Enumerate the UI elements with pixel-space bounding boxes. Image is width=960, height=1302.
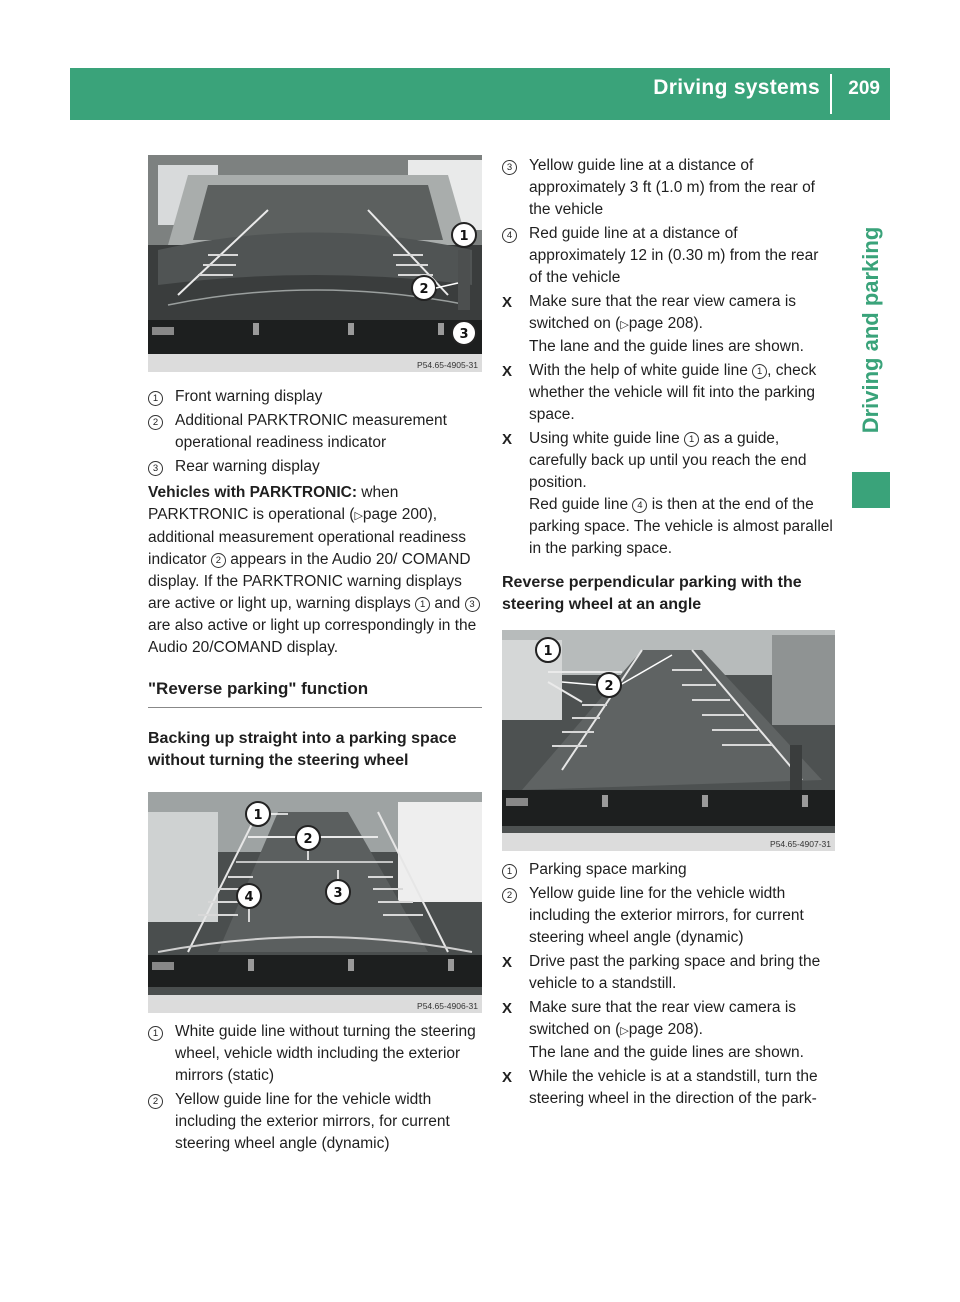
left-fig2-items [148,1021,482,1157]
header-bar [70,68,890,120]
list-item-text: Yellow guide line for the vehicle width including the exterior mirrors, for current steering wheel angle (dynamic) [175,1091,450,1152]
page-ref-arrow-icon: ▷ [354,510,363,522]
instruction-step [502,360,835,426]
step-text: , check whether the vehicle will fit into the parking space. [529,362,817,423]
instruction-step [502,1066,835,1110]
paragraph-lead: Vehicles with PARKTRONIC: [148,484,357,501]
fig2-callout-2: 2 [303,832,313,847]
callout-number: 1 [415,597,430,612]
instruction-step [502,428,835,560]
step-arrow-icon: X [502,294,513,311]
page-ref-link[interactable]: page 208 [628,315,694,332]
fig1-callout-1: 1 [459,229,469,244]
step-result-text: is then at the end of the parking space. The vehicle is almost parallel in the parking space. [529,496,833,557]
page-ref-arrow-icon: ▷ [620,1025,629,1037]
list-item [502,155,835,221]
list-item-text: Red guide line at a distance of approximately 12 in (0.30 m) from the rear of the vehicle [529,225,819,286]
callout-number: 3 [465,597,480,612]
step-arrow-icon: X [502,1069,513,1086]
instruction-step [502,951,835,995]
fig1-code: P54.65-4905-31 [417,360,478,370]
list-item-text: White guide line without turning the steering wheel, vehicle width including the exterior mirrors (static) [175,1023,476,1084]
callout-number: 2 [148,1094,163,1109]
running-header-title: Driving systems [653,76,820,99]
step-result-text: The lane and the guide lines are shown. [529,1044,804,1061]
callout-number: 1 [752,364,767,379]
camera-image-3 [502,630,835,851]
list-item [148,1021,482,1087]
fig1-callout-2: 2 [419,282,429,297]
step-text: ). [693,315,703,332]
step-text: Drive past the parking space and bring the vehicle to a standstill. [529,953,821,992]
step-arrow-icon: X [502,954,513,971]
callout-number: 3 [148,461,163,476]
step-text: With the help of white guide line [529,362,753,379]
section-heading: "Reverse parking" function [148,677,482,708]
callout-number: 2 [211,553,226,568]
side-tab-label [855,225,887,435]
list-item [148,1089,482,1155]
figure-straight-backing [148,792,482,1013]
list-item-text: Additional PARKTRONIC measurement operational readiness indicator [175,412,447,451]
list-item-text: Parking space marking [529,861,687,878]
step-text: Using white guide line [529,430,685,447]
list-item [502,859,835,881]
step-text: Make sure that the rear view camera is switched on ( [529,293,797,332]
step-result-text: Red guide line [529,496,633,513]
fig3-code: P54.65-4907-31 [770,839,831,849]
callout-number: 1 [502,864,517,879]
callout-number: 1 [684,432,699,447]
callout-number: 3 [502,160,517,175]
paragraph-text: are also active or light up correspondingly in the Audio 20/COMAND display. [148,617,477,656]
right-text-block-2 [502,859,835,1112]
list-item [502,223,835,289]
fig3-callout-1: 1 [543,644,553,659]
list-item-text: Yellow guide line for the vehicle width including the exterior mirrors, for current steering wheel angle (dynamic) [529,885,804,946]
instruction-step [502,997,835,1064]
side-tab-block [852,472,890,508]
list-item [502,883,835,949]
right-text-block-1 [502,155,835,616]
step-result-text: The lane and the guide lines are shown. [529,338,804,355]
step-text: Make sure that the rear view camera is switched on ( [529,999,797,1038]
side-tab-text: Driving and parking [858,226,883,434]
fig3-callout-2: 2 [604,679,614,694]
callout-number: 4 [502,228,517,243]
step-arrow-icon: X [502,1000,513,1017]
page-ref-link[interactable]: page 208 [628,1021,694,1038]
paragraph-text: and [430,595,465,612]
list-item [148,410,482,454]
callout-number: 2 [148,415,163,430]
fig2-callout-1: 1 [253,808,263,823]
figure-parktronic-display [148,155,482,372]
step-arrow-icon: X [502,431,513,448]
fig1-callout-3: 3 [459,327,469,342]
instruction-step [502,291,835,358]
fig2-callout-3: 3 [333,886,343,901]
header-separator [830,74,832,114]
page-number: 209 [848,78,880,99]
sub-heading: Reverse perpendicular parking with the steering wheel at an angle [502,574,802,613]
left-text-block [148,386,482,772]
step-text: While the vehicle is at a standstill, turn the steering wheel in the direction of the park- [529,1068,818,1107]
list-item [148,456,482,478]
step-text: as a guide, carefully back up until you reach the end position. [529,430,807,491]
paragraph-text: ), additional measurement operational readiness indicator [148,506,466,568]
fig2-callout-4: 4 [244,890,254,905]
callout-number: 4 [632,498,647,513]
paragraph-text: when PARKTRONIC is operational ( [148,484,399,523]
list-item [148,386,482,408]
callout-number: 1 [148,391,163,406]
list-item-text: Yellow guide line at a distance of approximately 3 ft (1.0 m) from the rear of the vehicle [529,157,815,218]
fig2-code: P54.65-4906-31 [417,1001,478,1011]
parktronic-paragraph [148,482,482,659]
callout-number: 1 [148,1026,163,1041]
step-text: ). [693,1021,703,1038]
list-item-text: Front warning display [175,388,323,405]
camera-image-1 [148,155,482,372]
callout-number: 2 [502,888,517,903]
paragraph-text: appears in the Audio 20/ COMAND display. If the PARKTRONIC warning displays are active or light up, warning displays [148,551,471,612]
sub-heading: Backing up straight into a parking space without turning the steering wheel [148,730,457,769]
step-arrow-icon: X [502,363,513,380]
list-item-text: Rear warning display [175,458,320,475]
figure-perpendicular-parking [502,630,835,851]
camera-image-2 [148,792,482,1013]
page-ref-link[interactable]: page 200 [362,506,428,523]
page-ref-arrow-icon: ▷ [620,319,629,331]
